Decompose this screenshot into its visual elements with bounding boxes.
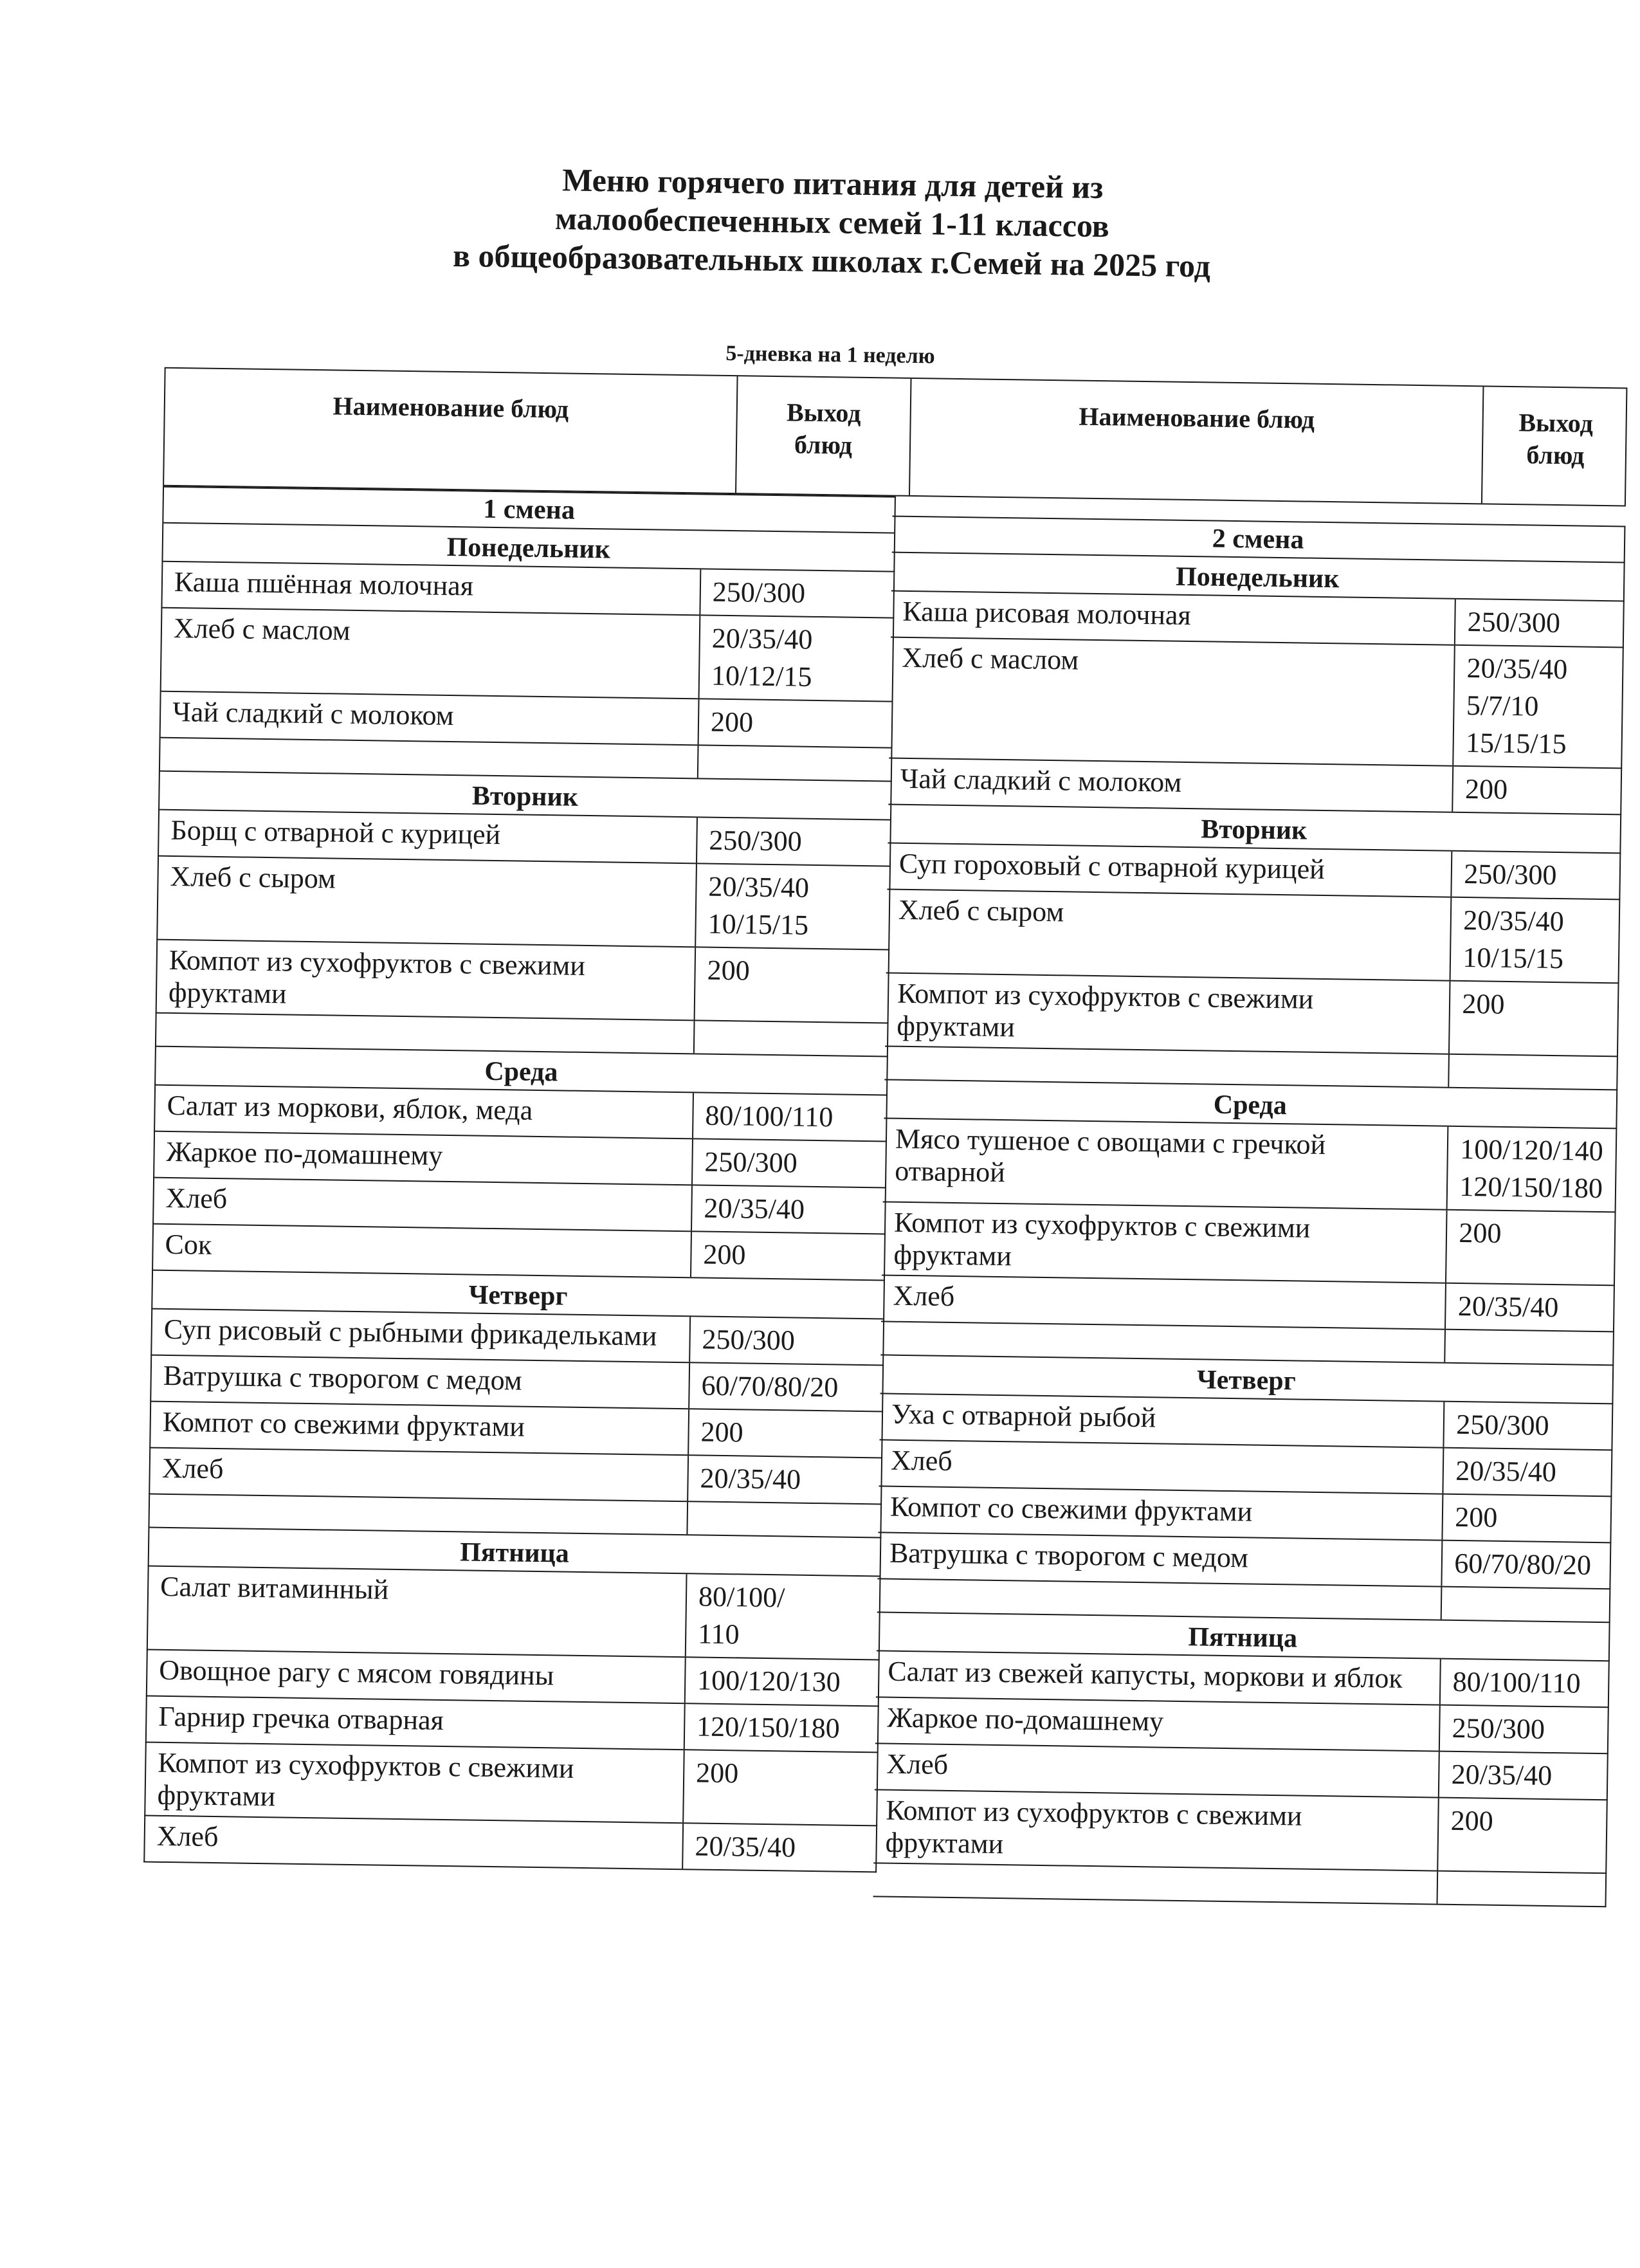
portion-value: 20/35/40 [1451, 1758, 1553, 1792]
table-row [883, 1119, 1617, 1212]
portion-output-cell [698, 745, 891, 780]
table-row [885, 973, 1619, 1057]
output-header-line-2: блюд [794, 430, 853, 460]
portion-output-cell [1439, 1752, 1607, 1800]
portion-output-cell [1450, 982, 1617, 1056]
shift-1-section [143, 486, 896, 1873]
portion-output-cell [1446, 1330, 1613, 1365]
portion-output-cell [1442, 1587, 1609, 1622]
shift-2-section [873, 516, 1626, 1908]
table-row [889, 638, 1624, 769]
day-name: Четверг [468, 1280, 568, 1312]
portion-value: 200 [710, 706, 754, 738]
dish-name-cell: Суп рисовый с рыбными фрикадельками [152, 1310, 691, 1362]
portion-output-cell [695, 1021, 888, 1056]
portion-value: 60/70/80/20 [701, 1369, 839, 1404]
portion-value: 200 [707, 954, 750, 987]
dish-column-header-1: Наименование блюд [164, 369, 738, 493]
dish-name-cell [160, 738, 699, 778]
portion-value: 10/15/15 [1462, 942, 1564, 975]
dish-name-cell: Салат из свежей капусты, моркови и яблок [876, 1651, 1441, 1704]
dish-name-cell: Компот из сухофруктов с свежими фруктами [882, 1202, 1448, 1282]
dish-name-cell: Компот из сухофруктов с свежими фруктами [873, 1790, 1439, 1870]
portion-value: 80/100/110 [1452, 1665, 1581, 1699]
portion-output-cell [683, 1824, 876, 1871]
portion-output-cell [697, 818, 890, 865]
portion-output-cell [685, 1704, 878, 1751]
portion-output-cell [686, 1658, 879, 1705]
output-header-line-2: блюд [1526, 440, 1585, 470]
output-header-line-1: Выход [1518, 408, 1594, 438]
portion-output-cell [1444, 1449, 1612, 1496]
portion-value: 15/15/15 [1465, 727, 1567, 760]
portion-output-cell [1452, 852, 1620, 899]
title-line-2: малообеспеченных семей 1-11 классов [554, 200, 1110, 244]
menu-table [143, 367, 1627, 1932]
output-column-header-2 [1482, 387, 1629, 505]
dish-name-cell: Чай сладкий с молоком [161, 692, 700, 745]
dish-name-cell: Каша пшённая молочная [162, 562, 701, 615]
dish-name-cell: Хлеб [150, 1449, 689, 1501]
portion-output-cell [1443, 1495, 1611, 1542]
portion-value: 20/35/40 [700, 1462, 801, 1495]
title-line-1: Меню горячего питания для детей из [561, 161, 1104, 206]
portion-output-cell [1444, 1402, 1612, 1450]
portion-output-cell [1450, 1055, 1617, 1090]
portion-output-cell [688, 1456, 881, 1503]
portion-output-cell [1440, 1706, 1608, 1753]
portion-output-cell [699, 699, 892, 747]
portion-value: 250/300 [1452, 1712, 1545, 1745]
day-name: Понедельник [1175, 562, 1340, 594]
day-name: Вторник [471, 781, 579, 812]
table-header [163, 367, 1627, 507]
portion-output-cell [1448, 1127, 1616, 1212]
portion-output-cell [695, 947, 889, 1022]
portion-output-cell [700, 616, 893, 700]
dish-name-cell: Гарнир гречка отварная [147, 1697, 686, 1750]
dish-name-cell: Хлеб [154, 1178, 693, 1231]
dish-name-cell: Хлеб с сыром [886, 890, 1452, 980]
portion-output-cell [1443, 1541, 1610, 1589]
portion-output-cell [690, 1317, 883, 1364]
output-column-header-1 [736, 376, 912, 495]
portion-value: 200 [1454, 1501, 1498, 1533]
dish-name-cell: Сок [153, 1225, 692, 1277]
portion-value: 200 [1459, 1216, 1502, 1249]
table-row [143, 1816, 877, 1873]
dish-name-cell: Компот со свежими фруктами [150, 1402, 689, 1455]
portion-value: 20/35/40 [695, 1830, 796, 1863]
portion-output-cell [1439, 1798, 1607, 1873]
dish-name-cell: Компот из сухофруктов с свежими фруктами [885, 973, 1451, 1053]
output-header-line-1: Выход [786, 398, 861, 428]
page-subtitle: 5-дневка на 1 неделю [725, 341, 935, 369]
portion-output-cell [1451, 898, 1619, 983]
portion-value: 60/70/80/20 [1453, 1547, 1592, 1581]
table-row [156, 857, 891, 951]
day-name: Вторник [1200, 814, 1307, 846]
dish-name-cell: Каша рисовая молочная [891, 592, 1456, 645]
portion-value: 80/100/110 [705, 1099, 834, 1133]
portion-output-cell [689, 1363, 882, 1411]
portion-output-cell [1446, 1211, 1614, 1285]
table-row [882, 1202, 1616, 1286]
dish-name-cell: Компот из сухофруктов с свежими фруктами [145, 1743, 684, 1823]
shift-label-text: 2 смена [1212, 524, 1304, 555]
table-row [156, 940, 889, 1024]
portion-value: 120/150/180 [696, 1710, 841, 1744]
portion-output-cell [688, 1502, 880, 1537]
dish-name-cell: Уха с отварной рыбой [880, 1394, 1445, 1447]
day-name: Среда [484, 1056, 558, 1088]
portion-value: 250/300 [709, 824, 803, 857]
portion-output-cell [693, 1093, 886, 1140]
dish-name-cell [149, 1495, 688, 1535]
dish-name-cell: Хлеб [881, 1276, 1446, 1328]
dish-name-cell: Хлеб с маслом [161, 608, 701, 699]
dish-name-cell: Мясо тушеное с овощами с гречкой отварной [883, 1119, 1449, 1209]
table-row [873, 1790, 1607, 1874]
dish-name-cell: Хлеб с маслом [889, 638, 1455, 765]
dish-name-cell: Жаркое по-домашнему [875, 1697, 1441, 1750]
portion-output-cell [691, 1232, 884, 1279]
portion-output-cell [689, 1409, 882, 1457]
portion-value: 250/300 [702, 1323, 796, 1357]
portion-output-cell [692, 1185, 885, 1233]
portion-output-cell [1454, 646, 1623, 768]
portion-value: 120/150/180 [1459, 1170, 1603, 1205]
day-name: Пятница [1188, 1622, 1298, 1654]
dish-name-cell: Ватрушка с творогом с медом [151, 1356, 690, 1409]
dish-name-cell: Ватрушка с творогом с медом [877, 1533, 1443, 1586]
dish-name-cell [156, 1014, 695, 1054]
page-title [12, 152, 1640, 291]
portion-value: 20/35/40 [708, 870, 810, 904]
portion-output-cell [1446, 1284, 1614, 1331]
portion-output-cell [700, 569, 893, 617]
day-name: Четверг [1196, 1365, 1297, 1396]
portion-value: 20/35/40 [1466, 652, 1568, 686]
day-name: Среда [1213, 1090, 1288, 1121]
portion-output-cell [696, 864, 889, 949]
portion-value: 200 [1450, 1804, 1494, 1837]
portion-output-cell [1453, 767, 1621, 814]
day-name: Пятница [459, 1537, 570, 1569]
day-name: Понедельник [446, 532, 611, 565]
portion-value: 200 [1464, 773, 1508, 805]
dish-name-cell: Овощное рагу с мясом говядины [147, 1651, 686, 1703]
portion-value: 250/300 [704, 1146, 798, 1179]
portion-value: 200 [700, 1416, 743, 1449]
portion-value: 10/15/15 [707, 908, 809, 941]
portion-value: 250/300 [712, 576, 806, 609]
portion-value: 200 [695, 1757, 739, 1789]
dish-name-cell: Компот со свежими фруктами [878, 1486, 1443, 1539]
table-row [144, 1743, 878, 1827]
portion-value: 200 [703, 1238, 746, 1271]
dish-column-header-2: Наименование блюд [910, 379, 1484, 503]
dish-name-cell: Чай сладкий с молоком [888, 759, 1453, 812]
portion-output-cell [684, 1750, 877, 1825]
portion-value: 250/300 [1463, 858, 1557, 892]
portion-value: 20/35/40 [1462, 904, 1565, 938]
table-row [160, 608, 895, 702]
portion-output-cell [686, 1574, 880, 1659]
portion-value: 250/300 [1467, 606, 1561, 639]
portion-value: 100/120/130 [697, 1664, 841, 1698]
portion-value: 80/100/ [698, 1580, 785, 1614]
portion-output-cell [1438, 1872, 1605, 1907]
dish-name-cell: Хлеб с сыром [158, 857, 697, 947]
portion-output-cell [1455, 599, 1623, 647]
dish-name-cell: Компот из сухофруктов с свежими фруктами [157, 940, 696, 1020]
portion-value: 10/12/15 [711, 659, 812, 693]
dish-name-cell: Салат из моркови, яблок, меда [155, 1086, 694, 1139]
portion-value: 20/35/40 [1457, 1290, 1559, 1324]
shift-label-text: 1 смена [483, 494, 576, 526]
dish-name-cell: Хлеб [145, 1816, 684, 1869]
dish-name-cell: Салат витаминный [148, 1567, 688, 1657]
portion-value: 20/35/40 [704, 1192, 805, 1225]
table-row [886, 890, 1621, 983]
table-row [147, 1567, 881, 1661]
dish-name-cell: Суп гороховый с отварной курицей [887, 844, 1452, 897]
portion-output-cell [693, 1139, 886, 1187]
portion-value: 110 [697, 1618, 740, 1651]
portion-value: 20/35/40 [1455, 1454, 1557, 1488]
portion-value: 5/7/10 [1466, 690, 1539, 722]
portion-value: 250/300 [1455, 1408, 1549, 1441]
portion-output-cell [1441, 1660, 1608, 1707]
dish-name-cell: Борщ с отварной с курицей [159, 810, 698, 863]
portion-value: 100/120/140 [1459, 1133, 1604, 1167]
title-line-3: в общеобразовательных школах г.Семей на 2025 год [452, 237, 1211, 284]
portion-value: 20/35/40 [711, 622, 813, 655]
dish-name-cell: Хлеб [879, 1440, 1444, 1493]
portion-value: 200 [1462, 987, 1505, 1020]
dish-name-cell: Жаркое по-домашнему [154, 1132, 693, 1185]
dish-name-cell: Хлеб [875, 1744, 1440, 1797]
